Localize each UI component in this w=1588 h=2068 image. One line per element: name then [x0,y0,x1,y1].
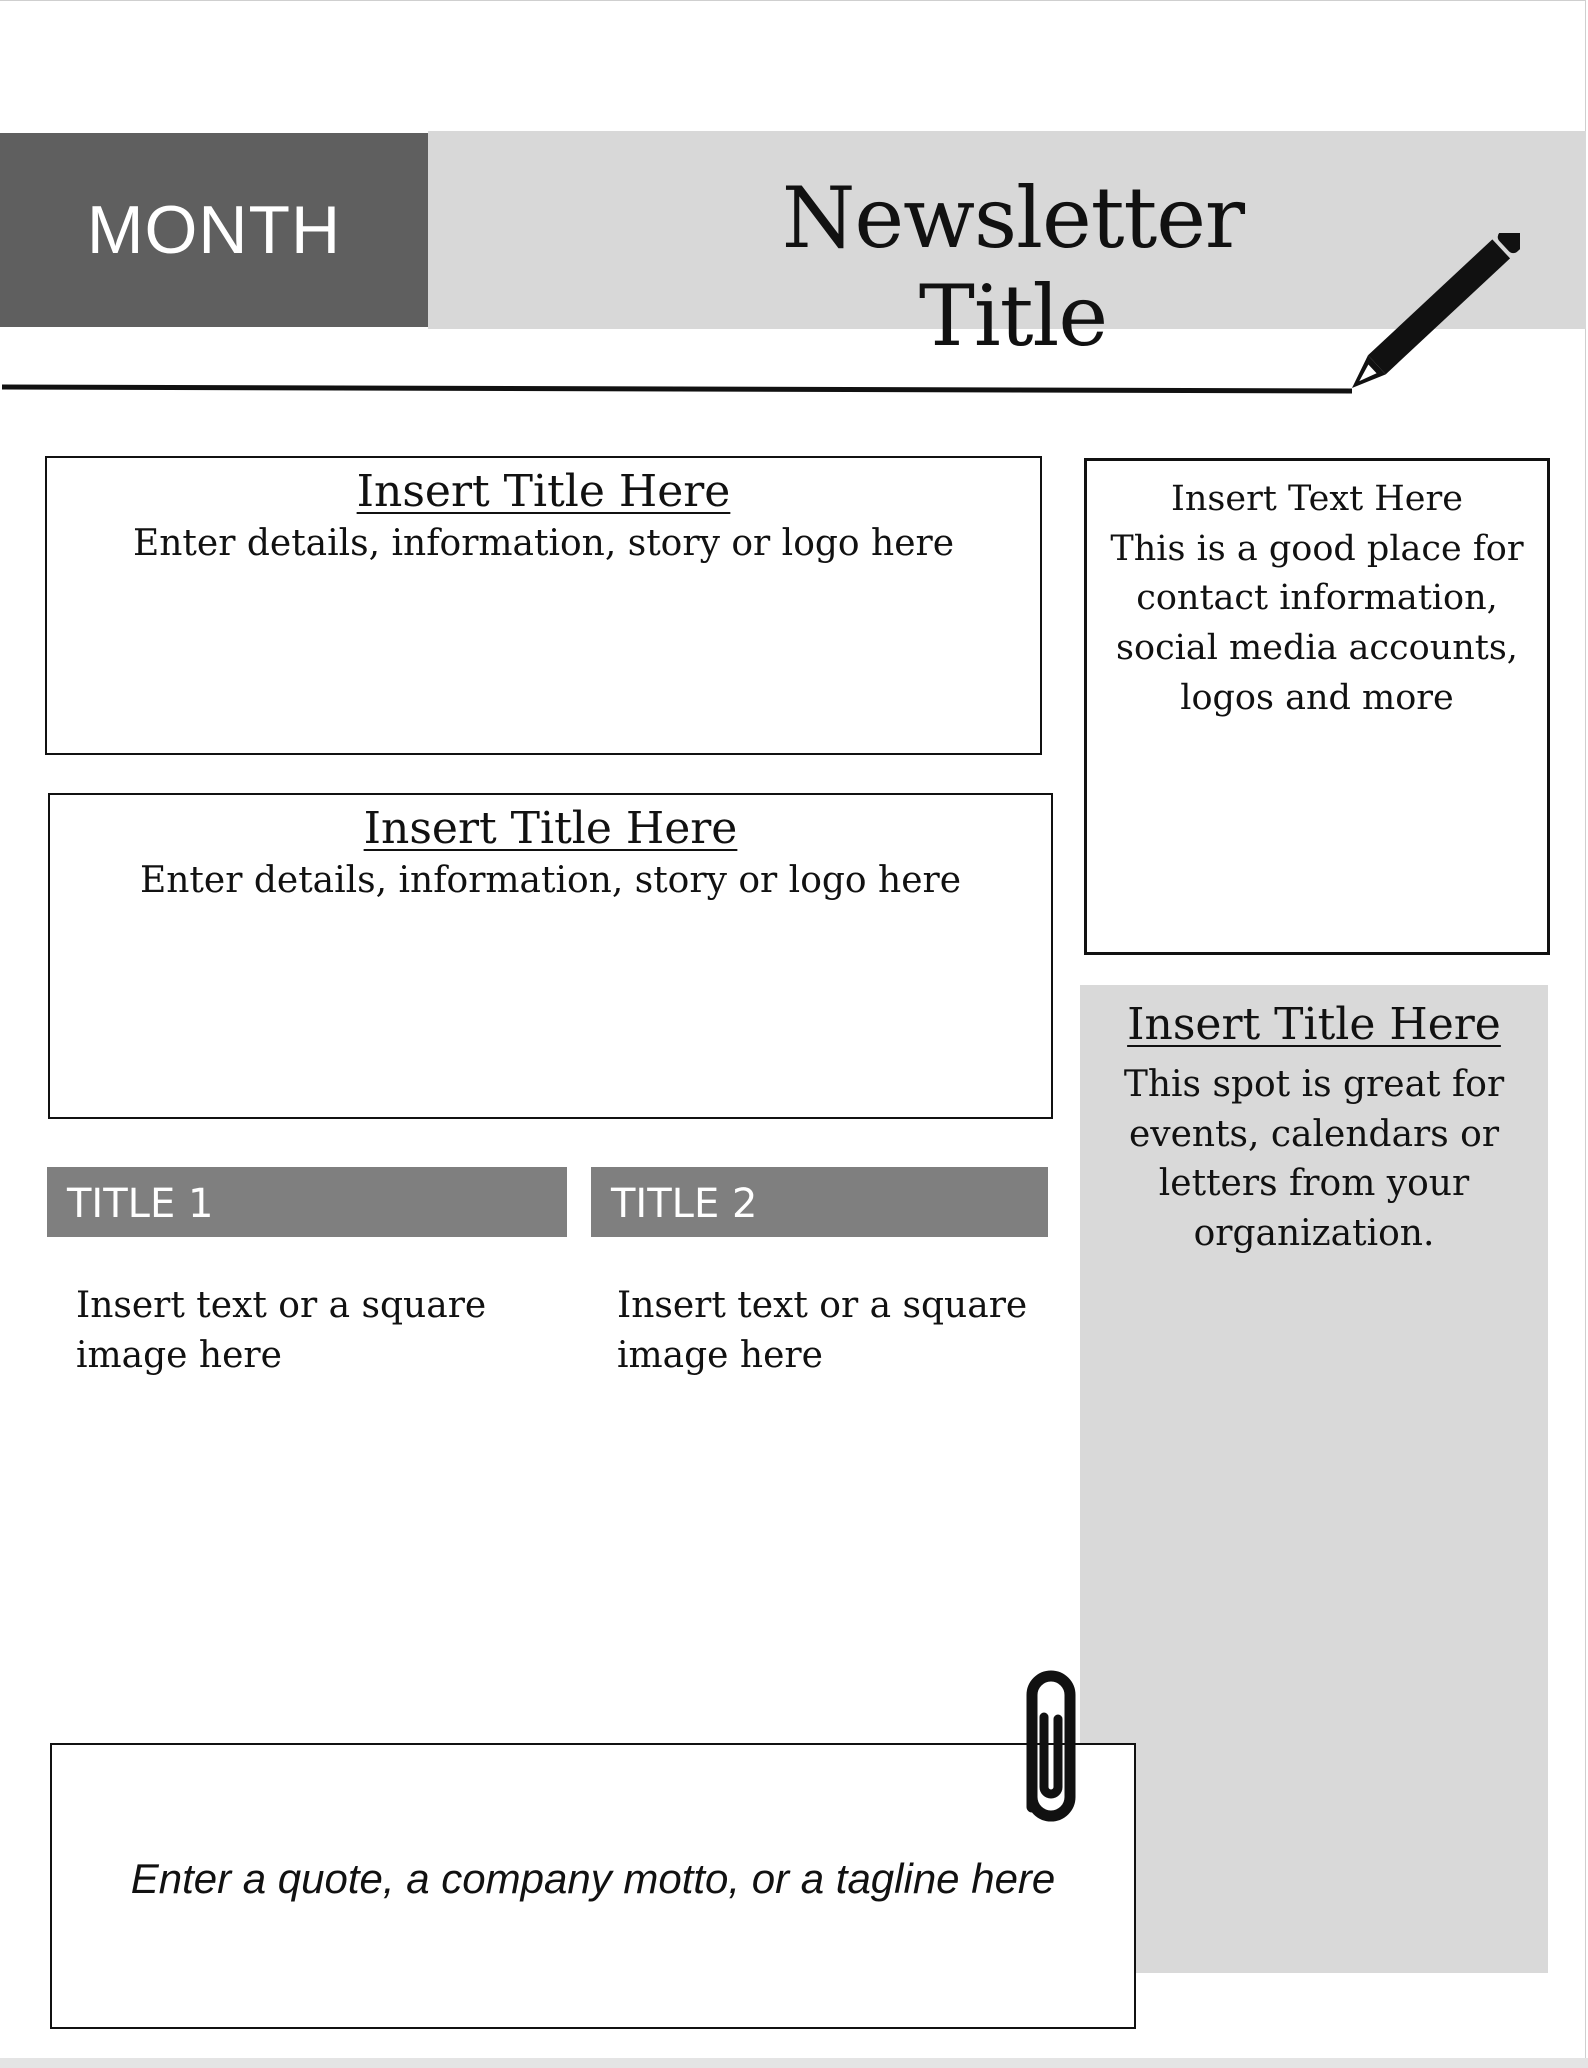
column-1-title[interactable]: TITLE 1 [47,1167,567,1237]
events-title[interactable]: Insert Title Here [1127,999,1501,1050]
story-2-title[interactable]: Insert Title Here [363,803,738,854]
page-bottom-strip [0,2058,1588,2068]
story-box-2 [48,793,1053,1119]
story-box-1 [45,456,1042,755]
events-panel [1080,985,1548,1973]
story-1-body[interactable]: Enter details, information, story or logo here [132,523,955,564]
paperclip-icon [1010,1657,1092,1827]
quote-text[interactable]: Enter a quote, a company motto, or a tagline here [130,1855,1056,1902]
newsletter-title[interactable]: Newsletter Title [781,169,1245,365]
month-label[interactable]: MONTH [86,192,342,268]
quote-box [50,1743,1136,2029]
month-banner [0,133,428,327]
contact-text[interactable] [1087,461,1547,723]
events-body[interactable]: This spot is great for events, calendars or letters from your organization. [1123,1064,1505,1255]
contact-box [1084,458,1550,955]
story-1-title[interactable]: Insert Title Here [356,466,731,517]
pencil-icon [1340,233,1520,403]
column-2-text[interactable]: Insert text or a square image here [617,1285,1028,1376]
contact-line: Insert Text Here [1171,479,1463,519]
contact-line: social media accounts, [1116,628,1518,669]
contact-line: logos and more [1180,677,1454,718]
column-2-title[interactable]: TITLE 2 [591,1167,1048,1237]
contact-line: This is a good place for [1110,528,1524,569]
column-1-text[interactable]: Insert text or a square image here [76,1285,487,1376]
contact-line: contact information, [1136,578,1498,619]
story-2-body[interactable]: Enter details, information, story or logo here [139,860,962,901]
